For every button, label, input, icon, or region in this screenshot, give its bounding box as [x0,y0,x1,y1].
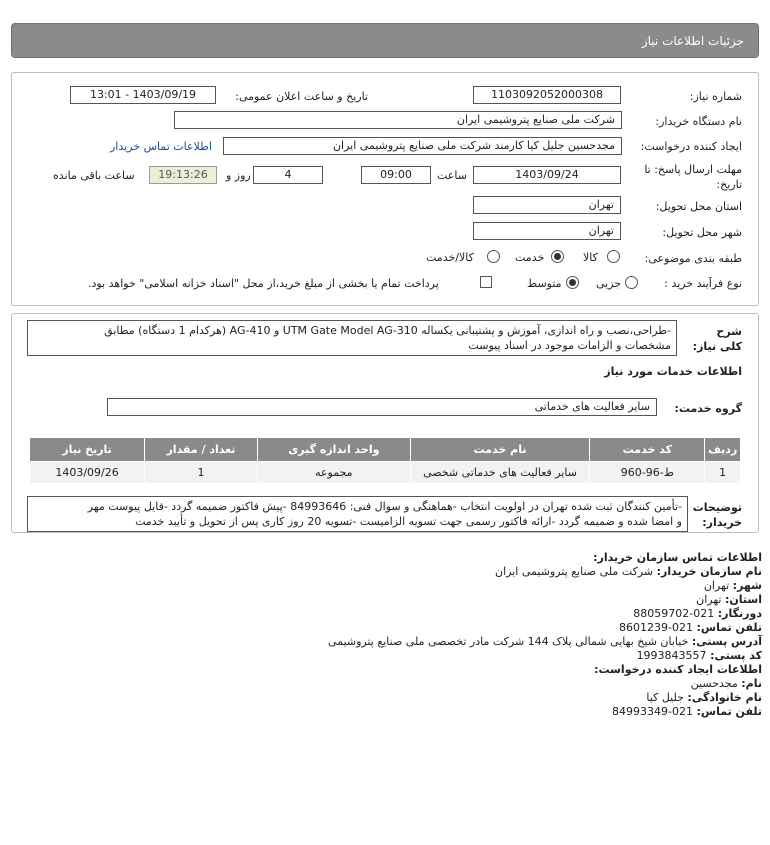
contact-postal-label: کد پستی: [710,649,762,662]
table-header-row [30,438,741,462]
col-quantity-header: تعداد / مقدار [145,438,258,462]
contact-title: اطلاعات تماس سازمان خریدار: [593,551,762,564]
days-field: 4 [253,166,323,184]
category-radio-goods-service[interactable] [487,250,500,263]
contact-org-label: نام سازمان خریدار: [656,565,762,578]
creator-family-value: جلیل کیا [646,691,684,704]
city-field: تهران [473,222,621,240]
buyer-contact-link[interactable]: اطلاعات تماس خریدار [110,140,212,153]
need-number-field: 1103092052000308 [473,86,621,104]
contact-section [22,551,762,719]
process-option-minor: جزیی [596,277,622,290]
col-code-header: کد خدمت [590,438,705,462]
creator-phone-value: 021-84993349 [612,705,694,718]
deadline-time-field: 09:00 [361,166,431,184]
creator-name-value: مجدحسین [690,677,738,690]
cell-name: سایر فعالیت های خدماتی شخصی [410,462,589,484]
need-info-panel [11,72,759,306]
category-option-goods: کالا [583,251,598,264]
buyer-notes-label: توضیحات [692,501,742,514]
deadline-label: مهلت ارسال پاسخ: تا [644,163,742,176]
category-option-goods-service: کالا/خدمت [426,251,474,264]
days-label: روز و [226,169,251,182]
remaining-label: ساعت باقی مانده [53,169,135,182]
creator-field: مجدحسین جلیل کیا کارمند شرکت ملی صنایع پتروشیمی ایران [223,137,622,155]
buyer-notes-line-2: و امضا شده و ضمیمه گردد -ارائه فاکتور رسمی جهت تسویه الزامیست -تسویه 20 روز کاری پس از تحویل و تأیید خدمت [135,515,682,528]
creator-phone-label: تلفن تماس: [696,705,762,718]
contact-city-value: تهران [703,579,730,592]
page-header [11,23,759,58]
city-label: شهر محل تحویل: [662,226,742,239]
category-option-service: خدمت [515,251,545,264]
contact-fax-value: 021-88059702 [633,607,715,620]
cell-date: 1403/09/26 [30,462,145,484]
buyer-org-field: شرکت ملی صنایع پتروشیمی ایران [174,111,622,129]
contact-org-value: شرکت ملی صنایع پتروشیمی ایران [495,565,654,578]
announce-label: تاریخ و ساعت اعلان عمومی: [235,90,368,103]
deadline-date-label: تاریخ: [716,178,742,191]
page-title: جزئیات اطلاعات نیاز [641,34,744,48]
category-label: طبقه بندی موضوعی: [644,252,742,265]
creator-label: ایجاد کننده درخواست: [640,140,742,153]
table-row [30,462,741,484]
need-number-label: شماره نیاز: [689,90,742,103]
services-table [29,437,741,484]
buyer-org-label: نام دستگاه خریدار: [655,115,742,128]
category-radio-service[interactable] [551,250,564,263]
process-label: نوع فرآیند خرید : [664,277,742,290]
contact-city-label: شهر: [732,579,762,592]
cell-code: ط-96-960 [590,462,705,484]
contact-postal-value: 1993843557 [636,649,707,662]
contact-province-label: استان: [725,593,762,606]
col-date-header: تاریخ نیاز [30,438,145,462]
cell-quantity: 1 [145,462,258,484]
deadline-time-label: ساعت [437,169,467,182]
province-field: تهران [473,196,621,214]
cell-row: 1 [705,462,741,484]
process-radio-minor[interactable] [625,276,638,289]
contact-phone-label: تلفن تماس: [696,621,762,634]
col-unit-header: واحد اندازه گیری [257,438,410,462]
summary-label: شرح کلی نیاز: [692,325,742,353]
remaining-timer: 19:13:26 [149,166,217,184]
buyer-notes-label-2: خریدار: [702,516,742,529]
contact-address-label: آدرس پستی: [691,635,762,648]
col-name-header: نام خدمت [410,438,589,462]
treasury-checkbox[interactable] [480,276,492,288]
process-radio-medium[interactable] [566,276,579,289]
treasury-checkbox-label: پرداخت تمام یا بخشی از مبلغ خرید،از محل "اسناد خزانه اسلامی" خواهد بود. [88,277,439,290]
deadline-date-field: 1403/09/24 [473,166,621,184]
province-label: استان محل تحویل: [655,200,742,213]
creator-family-label: نام خانوادگی: [687,691,762,704]
process-option-medium: متوسط [527,277,562,290]
creator-info-title: اطلاعات ایجاد کننده درخواست: [594,663,762,676]
summary-line-1: -طراحی،نصب و راه اندازی، آموزش و پشتیبانی یکساله UTM Gate Model AG-310 و AG-410 (هرکدام 1 دستگاه) مطابق [104,324,671,337]
buyer-notes-box [27,496,688,532]
creator-name-label: نام: [741,677,762,690]
summary-line-2: مشخصات و الزامات موجود در اسناد پیوست [468,339,671,352]
contact-fax-label: دورنگار: [717,607,762,620]
buyer-notes-line-1: -تأمین کنندگان ثبت شده تهران در اولویت انتخاب -هماهنگی و سوال فنی: 84993646 -پیش فاکتور ضمیمه گردد -فایل پیوست مهر [87,500,682,513]
announce-field: 1403/09/19 - 13:01 [70,86,216,104]
service-group-field: سایر فعالیت های خدماتی [107,398,657,416]
services-title: اطلاعات خدمات مورد نیاز [604,365,742,378]
service-group-label: گروه خدمت: [674,402,742,415]
category-radio-goods[interactable] [607,250,620,263]
contact-phone-value: 021-8601239 [619,621,694,634]
cell-unit: مجموعه [257,462,410,484]
summary-box [27,320,677,356]
col-row-header: ردیف [705,438,741,462]
contact-address-value: خیابان شیخ بهایی شمالی پلاک 144 شرکت مادر تخصصی ملی صنایع پتروشیمی [328,635,689,648]
contact-province-value: تهران [696,593,722,606]
